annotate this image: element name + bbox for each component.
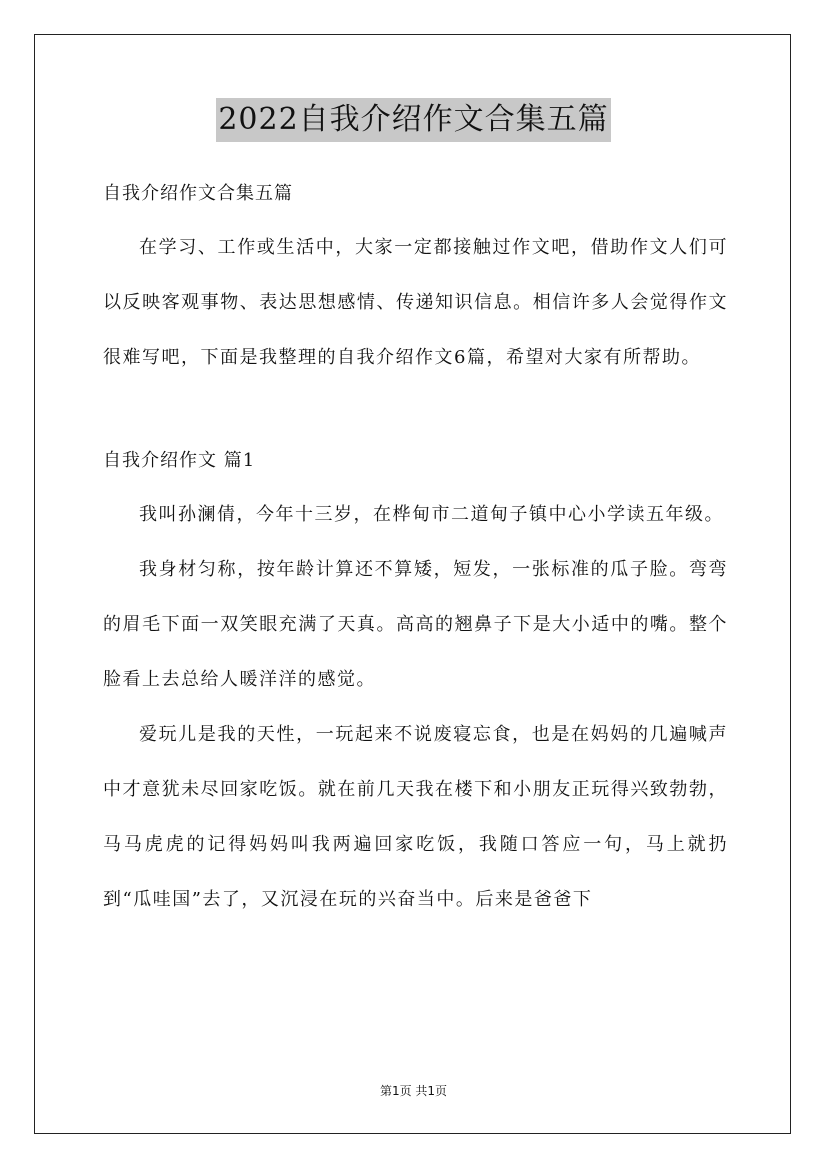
title-container [0, 98, 827, 142]
section-heading: 自我介绍作文 篇1 [103, 450, 256, 471]
page-number-footer: 第1页 共1页 [379, 1084, 448, 1098]
section-paragraph: 我身材匀称，按年龄计算还不算矮，短发，一张标准的瓜子脸。弯弯的眉毛下面一双笑眼充满了天真。高高的翘鼻子下是大小适中的嘴。整个脸看上去总给人暖洋洋的感觉。 [103, 559, 728, 690]
document-title: 2022自我介绍作文合集五篇 [216, 98, 610, 142]
section-spacer [103, 385, 728, 439]
section-paragraph: 爱玩儿是我的天性，一玩起来不说废寝忘食，也是在妈妈的几遍喊声中才意犹未尽回家吃饭。就在前几天我在楼下和小朋友正玩得兴致勃勃，马马虎虎的记得妈妈叫我两遍回家吃饭，我随口答应一句，马上就扔到“瓜哇国”去了，又沉浸在玩的兴奋当中。后来是爸爸下 [103, 724, 728, 910]
document-subtitle: 自我介绍作文合集五篇 [103, 183, 293, 204]
intro-paragraph: 在学习、工作或生活中，大家一定都接触过作文吧，借助作文人们可以反映客观事物、表达思想感情、传递知识信息。相信许多人会觉得作文很难写吧，下面是我整理的自我介绍作文6篇，希望对大家有所帮助。 [103, 237, 728, 368]
section-1 [103, 439, 728, 927]
section-paragraph: 我叫孙澜倩，今年十三岁，在桦甸市二道甸子镇中心小学读五年级。 [139, 504, 724, 525]
document-body [103, 172, 728, 927]
